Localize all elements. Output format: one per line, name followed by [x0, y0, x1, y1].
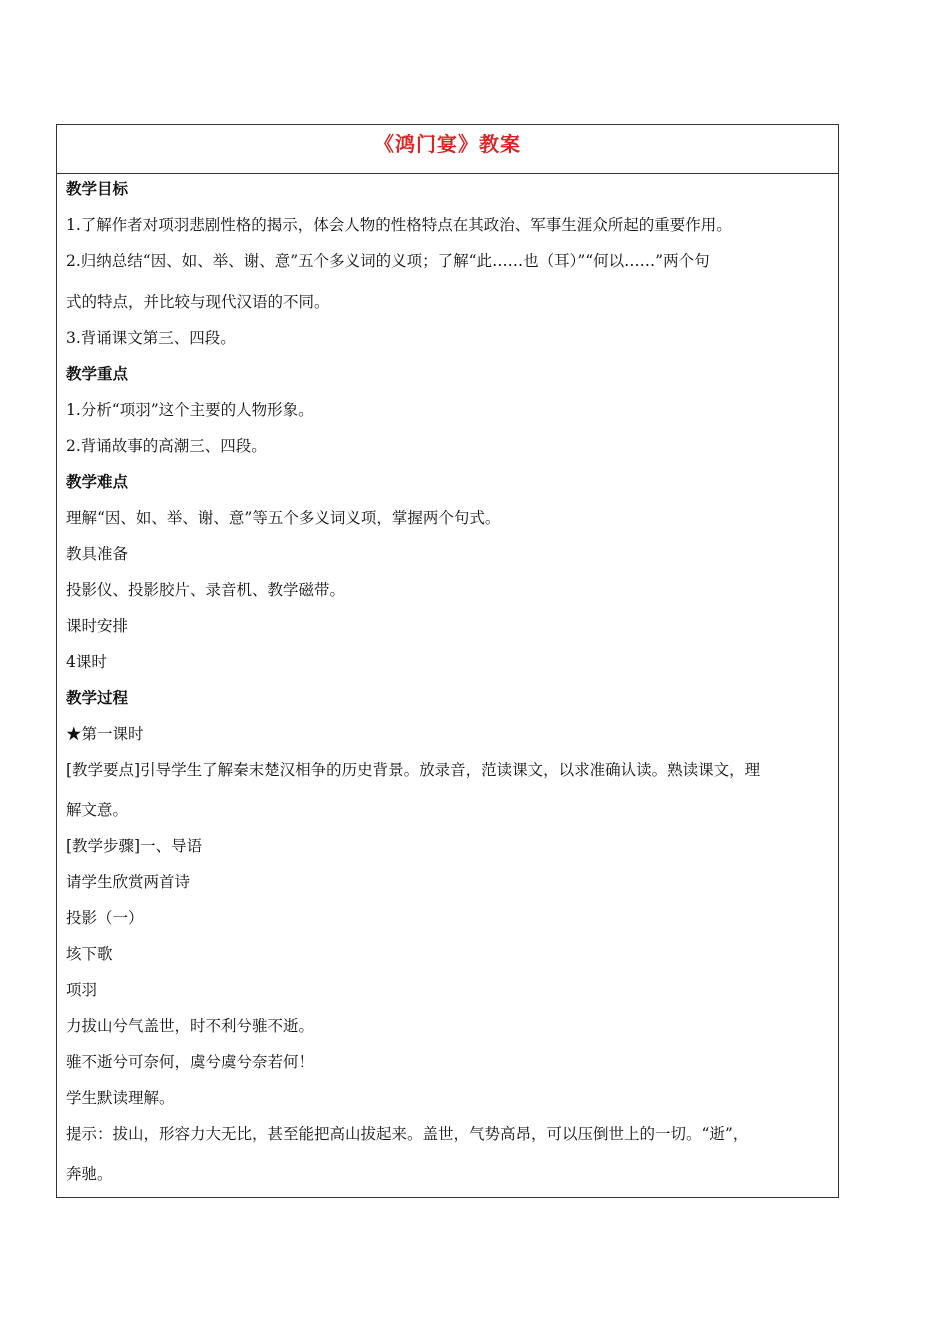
text-line: 3.背诵课文第三、四段。: [66, 329, 236, 347]
text-line: 1.分析“项羽”这个主要的人物形象。: [66, 401, 314, 419]
text-line: 解文意。: [66, 801, 129, 819]
text-line: [教学要点]引导学生了解秦末楚汉相争的历史背景。放录音，范读课文，以求准确认读。熟读课文，理: [66, 761, 761, 779]
text-line: ★第一课时: [66, 725, 144, 743]
text-line: 项羽: [66, 981, 98, 999]
text-line: 力拔山兮气盖世，时不利兮骓不逝。: [66, 1017, 315, 1035]
text-line: [教学步骤]一、导语: [66, 837, 203, 855]
text-line: 请学生欣赏两首诗: [66, 873, 191, 891]
text-line: 理解“因、如、举、谢、意”等五个多义词义项，掌握两个句式。: [66, 509, 501, 527]
text-line: 骓不逝兮可奈何，虞兮虞兮奈若何！: [66, 1053, 315, 1071]
text-line: 课时安排: [66, 617, 129, 635]
text-line: 2.背诵故事的高潮三、四段。: [66, 437, 267, 455]
text-line: 投影仪、投影胶片、录音机、教学磁带。: [66, 581, 346, 599]
text-line: 式的特点，并比较与现代汉语的不同。: [66, 293, 330, 311]
section-heading: 教学重点: [66, 365, 129, 383]
lesson-plan-table: [56, 124, 839, 1198]
text-line: 教具准备: [66, 545, 129, 563]
text-line: 1.了解作者对项羽悲剧性格的揭示，体会人物的性格特点在其政治、军事生涯众所起的重要作用。: [66, 216, 732, 234]
text-line: 投影（一）: [66, 909, 144, 927]
text-line: 4课时: [66, 653, 107, 671]
document-title: 《鸿门宴》教案: [374, 132, 521, 156]
text-line: 垓下歌: [66, 945, 113, 963]
section-heading: 教学过程: [66, 689, 129, 707]
section-heading: 教学目标: [66, 180, 129, 198]
title-cell: [57, 125, 838, 174]
text-line: 奔驰。: [66, 1165, 113, 1183]
section-heading: 教学难点: [66, 473, 129, 491]
text-line: 提示：拔山，形容力大无比，甚至能把高山拔起来。盖世，气势高昂，可以压倒世上的一切。“逝”，: [66, 1125, 749, 1143]
text-line: 2.归纳总结“因、如、举、谢、意”五个多义词的义项；了解“此……也（耳）”“何以……”两个句: [66, 252, 710, 270]
text-line: 学生默读理解。: [66, 1089, 175, 1107]
